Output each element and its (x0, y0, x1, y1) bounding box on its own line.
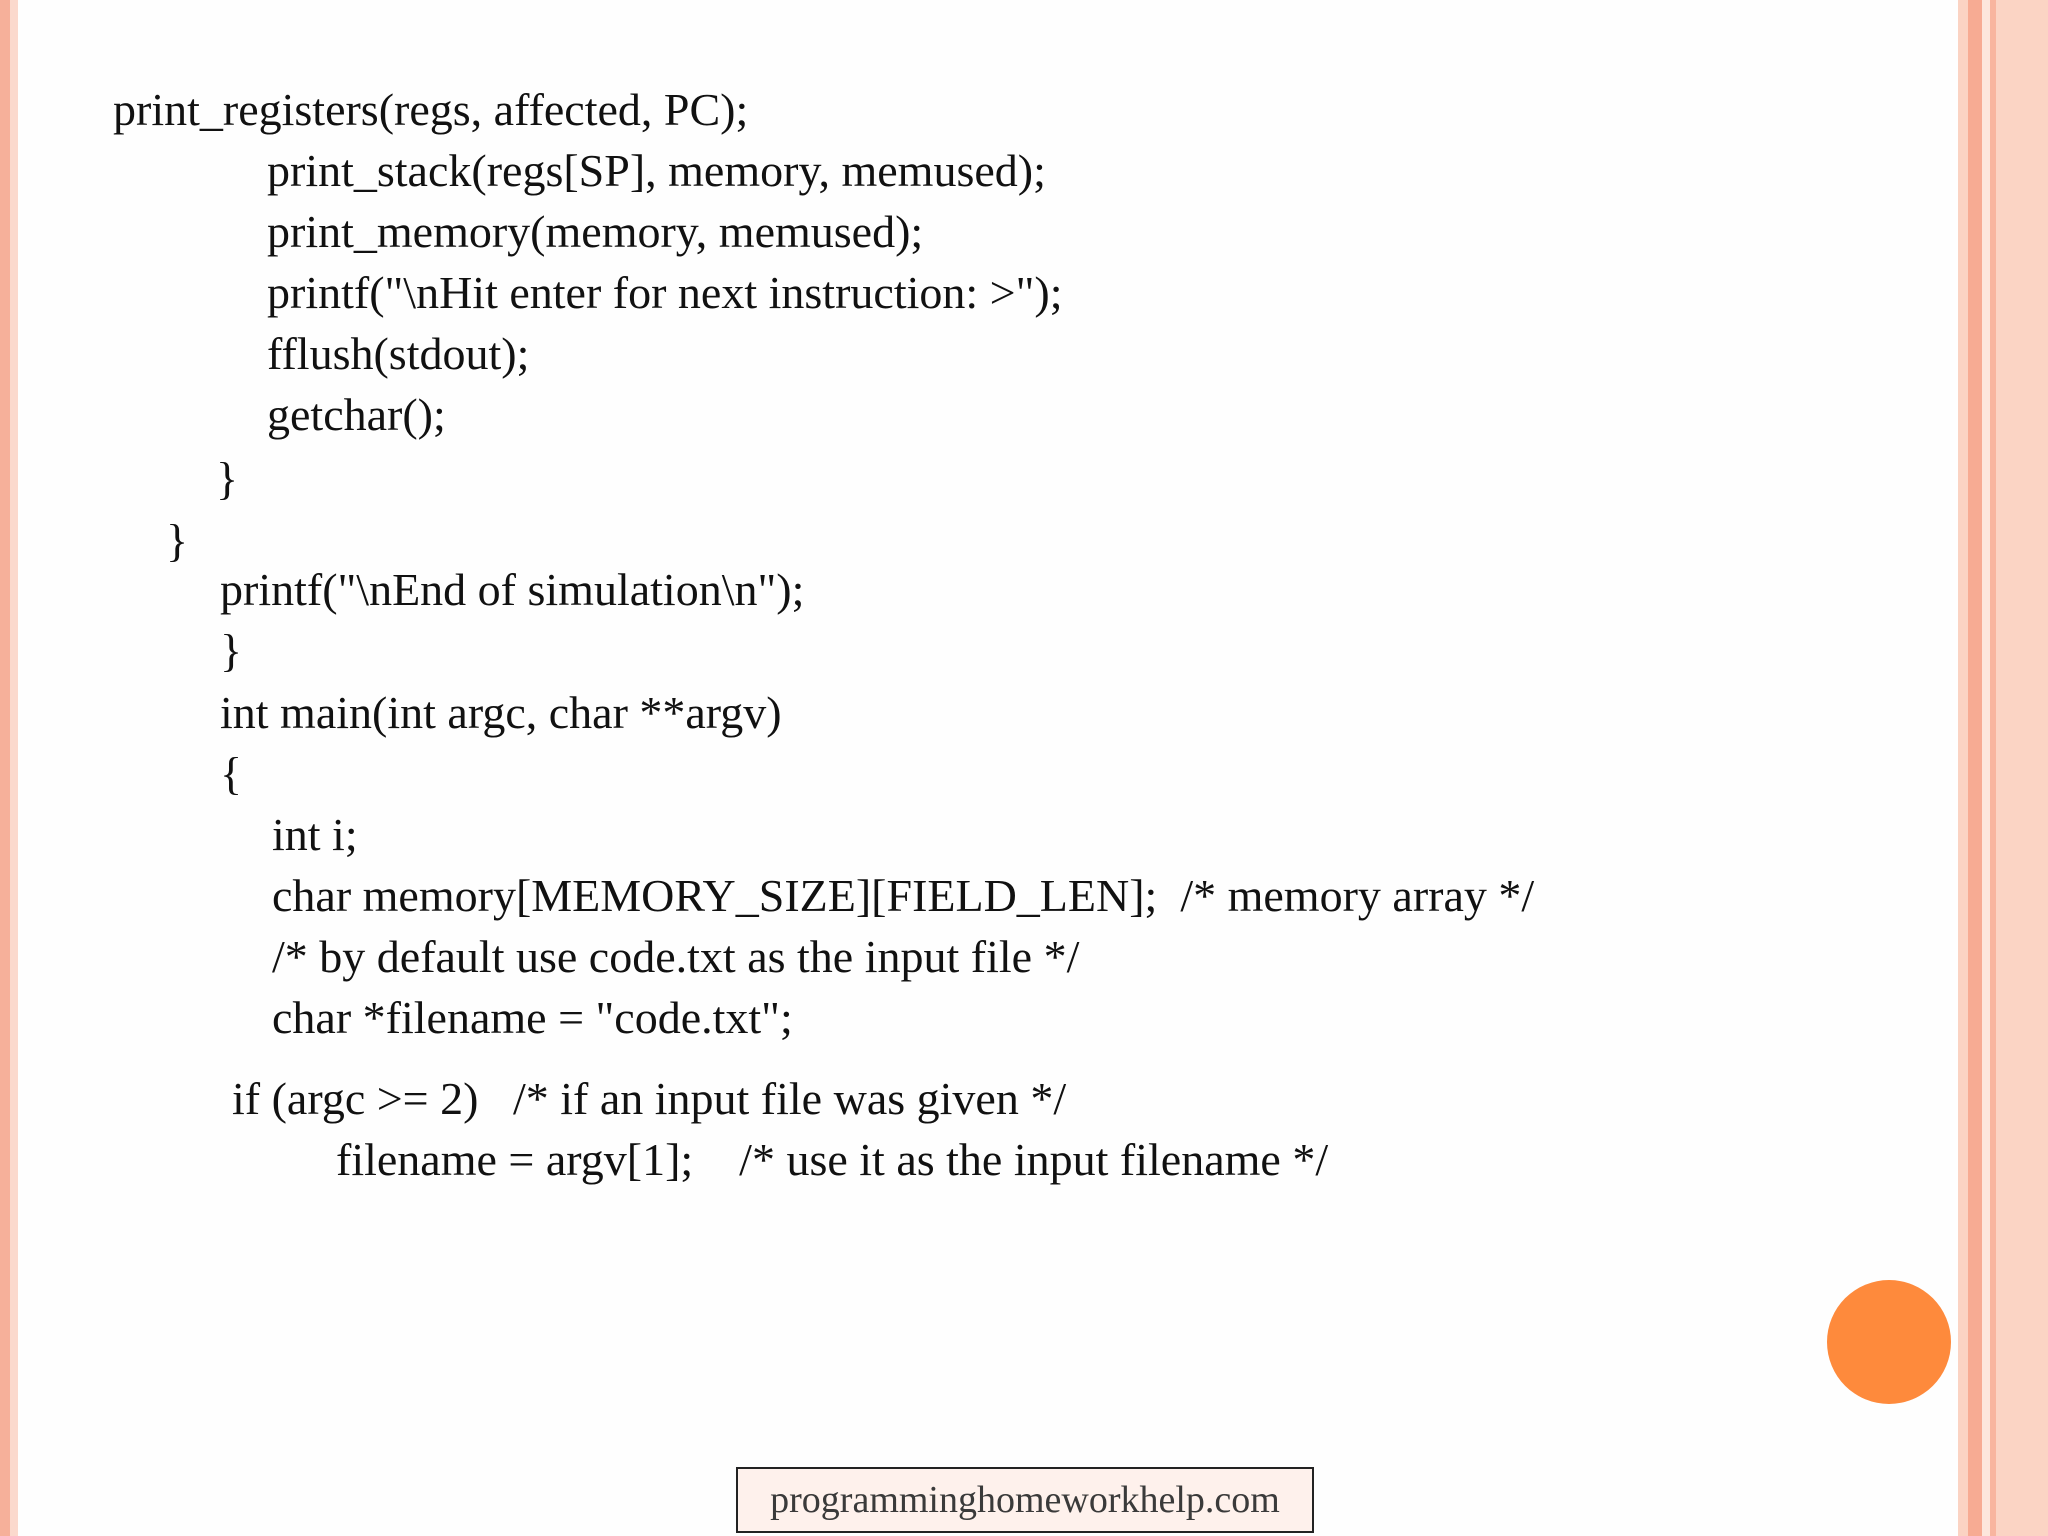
code-line: } (216, 453, 239, 504)
code-line: if (argc >= 2) /* if an input file was given */ (232, 1073, 1067, 1124)
code-line: print_memory(memory, memused); (267, 206, 924, 257)
footer-site-text: programminghomeworkhelp.com (770, 1479, 1280, 1521)
left-border-stripe-inner (10, 0, 18, 1536)
code-line: char *filename = "code.txt"; (272, 992, 793, 1043)
code-line: getchar(); (267, 389, 446, 440)
code-line: char memory[MEMORY_SIZE][FIELD_LEN]; /* memory array */ (272, 870, 1535, 921)
code-line: print_registers(regs, affected, PC); (113, 84, 749, 135)
code-line: printf("\nHit enter for next instruction: >"); (267, 267, 1063, 318)
code-line: } (166, 515, 189, 566)
right-border-stripe (1996, 0, 2048, 1536)
code-line: int i; (272, 809, 358, 860)
code-line: filename = argv[1]; /* use it as the input filename */ (336, 1134, 1329, 1185)
orange-circle-decoration (1827, 1280, 1951, 1404)
code-line: printf("\nEnd of simulation\n"); (220, 564, 805, 615)
code-line: int main(int argc, char **argv) (220, 687, 782, 738)
code-line: fflush(stdout); (267, 328, 530, 379)
left-border-stripe (0, 0, 10, 1536)
right-border-stripe (1958, 0, 1968, 1536)
footer-watermark (736, 1467, 1314, 1533)
code-line: /* by default use code.txt as the input file */ (272, 931, 1080, 982)
right-border-stripe (1982, 0, 1990, 1536)
code-line: } (220, 625, 243, 676)
code-line: { (220, 748, 243, 799)
right-border-stripe (1968, 0, 1982, 1536)
code-line: print_stack(regs[SP], memory, memused); (267, 145, 1046, 196)
